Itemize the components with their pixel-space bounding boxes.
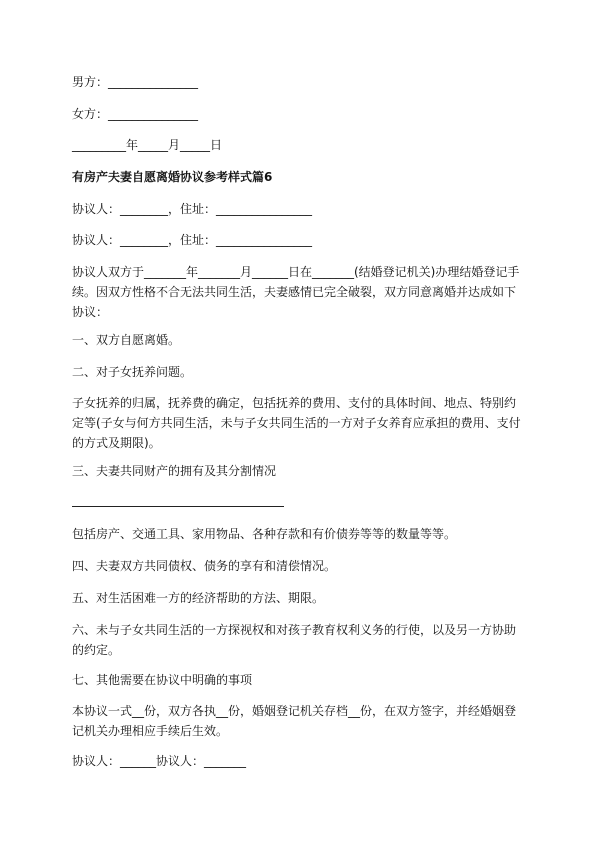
female-signature-line: 女方：_______________ [72,107,199,121]
clause-6-line: 的约定。 [72,643,121,657]
party-line-2: 协议人：________，住址：________________ [72,233,313,247]
intro-line: 续。因双方性格不合无法共同生活，夫妻感情已完全破裂，双方同意离婚并达成如下 [72,285,517,299]
clause-6-line: 六、未与子女共同生活的一方探视权和对孩子教育权利义务的行使，以及另一方协助 [72,623,517,637]
party-line-1: 协议人：________，住址：________________ [72,202,313,216]
clause-6 [72,620,524,660]
blank-fill-line [72,506,284,507]
copies-line: 本协议一式__份，双方各执__份，婚姻登记机关存档__份，在双方签字，并经婚姻登 [72,704,517,718]
custody-paragraph [72,393,524,453]
clause-3: 三、夫妻共同财产的拥有及其分割情况 [72,464,277,478]
final-signature-line: 协议人：______协议人：_______ [72,754,247,768]
intro-paragraph [72,262,524,322]
clause-7: 七、其他需要在协议中明确的事项 [72,673,253,687]
date-line: _________年_____月_____日 [72,138,223,152]
clause-4: 四、夫妻双方共同债权、债务的享有和清偿情况。 [72,559,337,573]
intro-line: 协议人双方于_______年_______月______日在_______(结婚登记机关)办理结婚登记手 [72,265,520,279]
clause-1: 一、双方自愿离婚。 [72,333,181,347]
male-signature-line: 男方：_______________ [72,75,199,89]
custody-line: 的方式及期限)。 [72,436,161,450]
clause-2: 二、对子女抚养问题。 [72,365,193,379]
custody-line: 定等(子女与何方共同生活，未与子女共同生活的一方对子女养育应承担的费用、支付 [72,416,521,430]
section-title: 有房产夫妻自愿离婚协议参考样式篇6 [72,170,273,184]
copies-paragraph [72,701,524,741]
clause-5: 五、对生活困难一方的经济帮助的方法、期限。 [72,591,325,605]
copies-line: 记机关办理相应手续后生效。 [72,724,229,738]
property-list: 包括房产、交通工具、家用物品、各种存款和有价债券等等的数量等等。 [72,527,457,541]
intro-line: 协议： [72,305,109,319]
custody-line: 子女抚养的归属，抚养费的确定，包括抚养的费用、支付的具体时间、地点、特别约 [72,396,517,410]
